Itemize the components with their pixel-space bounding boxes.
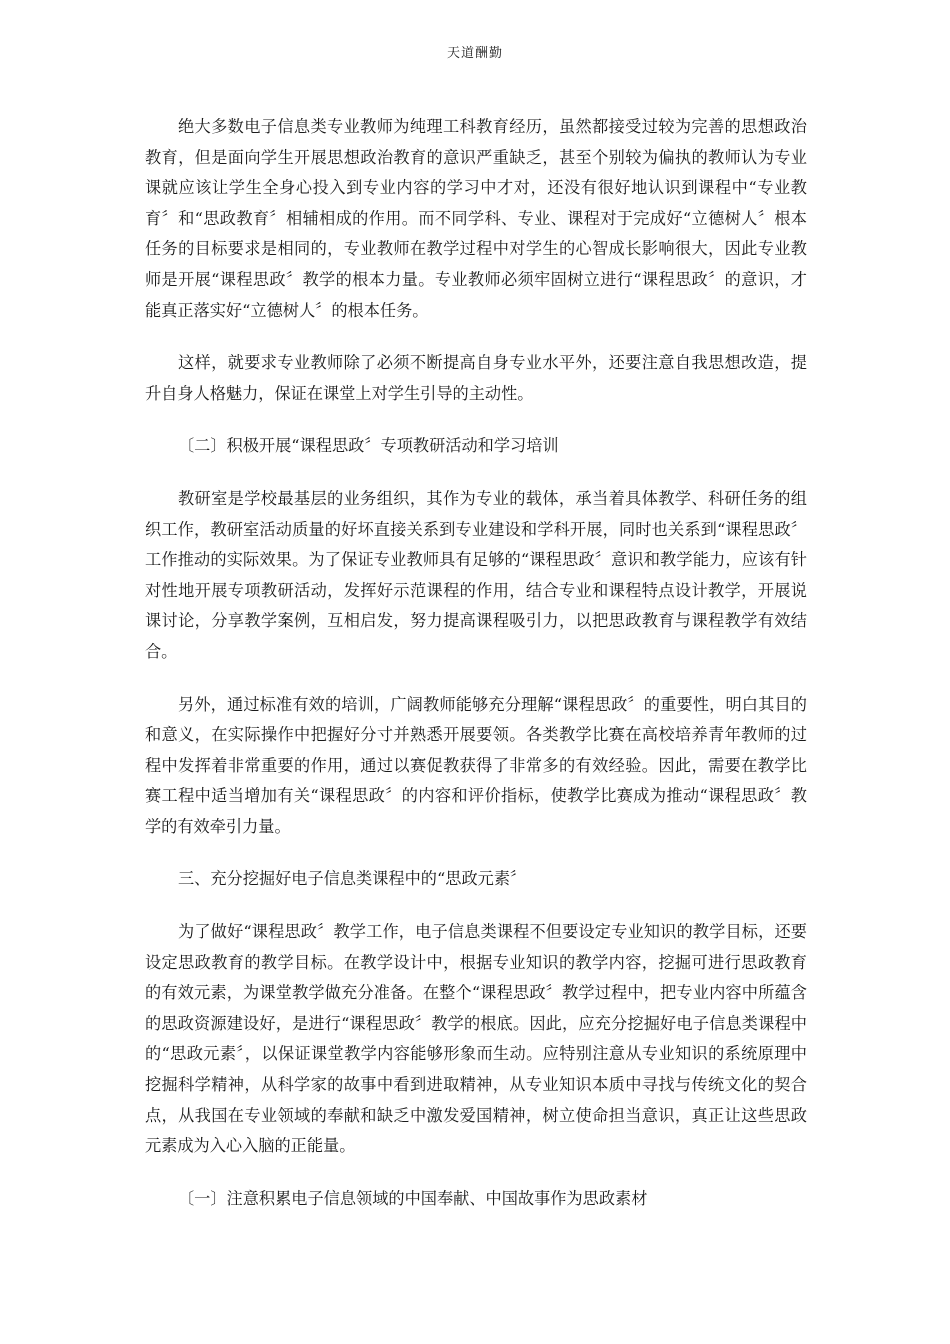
section-heading-ideological-elements: 三、充分挖掘好电子信息类课程中的“思政元素〞 bbox=[178, 869, 527, 889]
paragraph-self-improvement: 这样，就要求专业教师除了必须不断提高自身专业水平外，还要注意自我思想改造，提升自身人格魅力，保证在课堂上对学生引导的主动性。 bbox=[145, 353, 807, 403]
document-body bbox=[145, 112, 807, 1236]
section-heading-china-stories: 〔一〕注意积累电子信息领域的中国奉献、中国故事作为思政素材 bbox=[178, 1188, 648, 1208]
paragraph-training: 另外，通过标准有效的培训，广阔教师能够充分理解“课程思政〞的重要性，明白其目的和意义，在实际操作中把握好分寸并熟悉开展要领。各类教学比赛在高校培养青年教师的过程中发挥着非常重要的作用，通过以赛促教获得了非常多的有效经验。因此，需要在教学比赛工程中适当增加有关“课程思政〞的内容和评价指标，使教学比赛成为推动“课程思政〞教学的有效牵引力量。 bbox=[145, 694, 807, 836]
paragraph-teacher-awareness: 绝大多数电子信息类专业教师为纯理工科教育经历，虽然都接受过较为完善的思想政治教育，但是面向学生开展思想政治教育的意识严重缺乏，甚至个别较为偏执的教师认为专业课就应该让学生全身心投入到专业内容的学习中才对，还没有很好地认识到课程中“专业教育〞和“思政教育〞相辅相成的作用。而不同学科、专业、课程对于完成好“立德树人〞根本任务的目标要求是相同的，专业教师在教学过程中对学生的心智成长影响很大，因此专业教师是开展“课程思政〞教学的根本力量。专业教师必须牢固树立进行“课程思政〞的意识，才能真正落实好“立德树人〞的根本任务。 bbox=[145, 117, 807, 320]
section-heading-teaching-research: 〔二〕积极开展“课程思政〞专项教研活动和学习培训 bbox=[178, 436, 559, 456]
paragraph-ideological-elements: 为了做好“课程思政〞教学工作，电子信息类课程不但要设定专业知识的教学目标，还要设定思政教育的教学目标。在教学设计中，根据专业知识的教学内容，挖掘可进行思政教育的有效元素，为课堂教学做充分准备。在整个“课程思政〞教学过程中，把专业内容中所蕴含的思政资源建设好，是进行“课程思政〞教学的根底。因此，应充分挖掘好电子信息类课程中的“思政元素〞，以保证课堂教学内容能够形象而生动。应特别注意从专业知识的系统原理中挖掘科学精神，从科学家的故事中看到进取精神，从专业知识本质中寻找与传统文化的契合点，从我国在专业领域的奉献和缺乏中激发爱国精神，树立使命担当意识，真正让这些思政元素成为入心入脑的正能量。 bbox=[145, 922, 807, 1156]
page-header: 天道酬勤 bbox=[446, 46, 503, 61]
paragraph-teaching-research: 教研室是学校最基层的业务组织，其作为专业的载体，承当着具体教学、科研任务的组织工作，教研室活动质量的好坏直接关系到专业建设和学科开展，同时也关系到“课程思政〞工作推动的实际效果。为了保证专业教师具有足够的“课程思政〞意识和教学能力，应该有针对性地开展专项教研活动，发挥好示范课程的作用，结合专业和课程特点设计教学，开展说课讨论，分享教学案例，互相启发，努力提高课程吸引力，以把思政教育与课程教学有效结合。 bbox=[145, 488, 807, 661]
